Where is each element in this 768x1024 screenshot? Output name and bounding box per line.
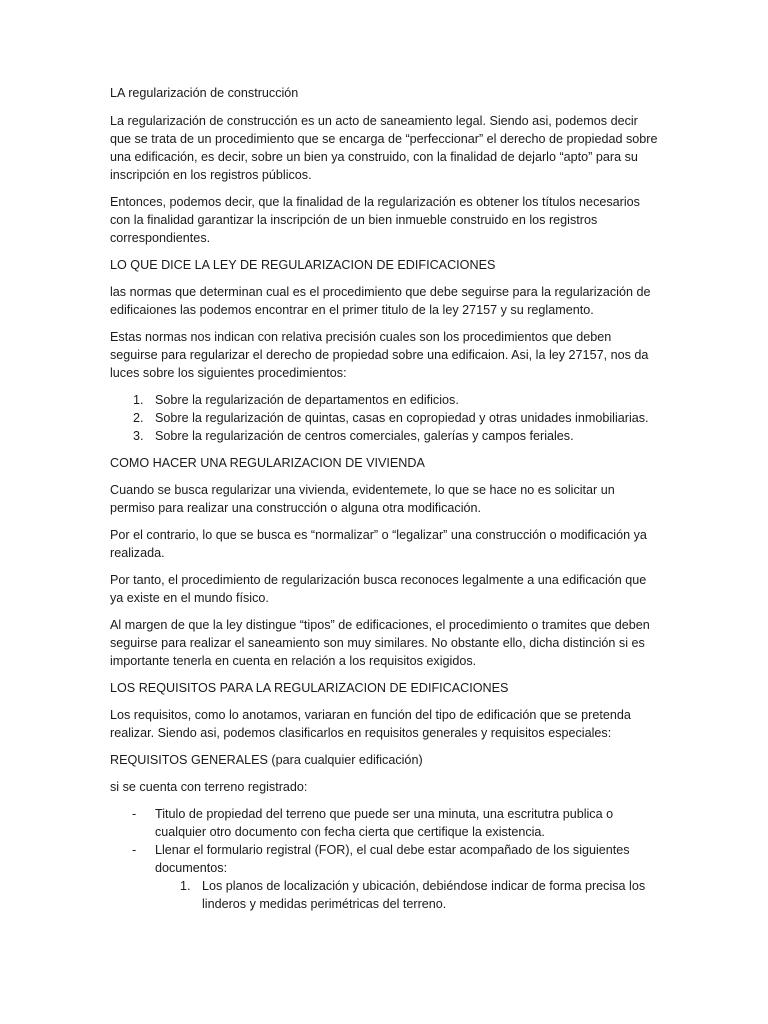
list-item	[110, 391, 662, 409]
list-item-text: Sobre la regularización de centros comerciales, galerías y campos feriales.	[155, 429, 574, 443]
document-title: LA regularización de construcción	[110, 86, 299, 100]
section-heading-requirements: LOS REQUISITOS PARA LA REGULARIZACION DE EDIFICACIONES	[110, 681, 509, 695]
list-item	[155, 877, 662, 913]
procedures-list	[110, 391, 662, 445]
paragraph-registered-land: si se cuenta con terreno registrado:	[110, 780, 308, 794]
list-item-text: Titulo de propiedad del terreno que puede ser una minuta, una escritutra publica o cualquier otro documento con fecha cierta que certifique la existencia.	[155, 807, 614, 839]
list-item-text: Sobre la regularización de departamentos en edificios.	[155, 393, 459, 407]
list-item-dash: -	[132, 843, 137, 857]
paragraph-norms: las normas que determinan cual es el procedimiento que debe seguirse para la regularización de edificaiones las podemos encontrar en el primer titulo de la ley 27157 y su reglamento.	[110, 285, 651, 317]
list-item-number: 2.	[133, 411, 144, 425]
list-item	[110, 805, 662, 841]
requirements-list	[110, 805, 662, 913]
paragraph-procedures: Estas normas nos indican con relativa precisión cuales son los procedimientos que deben seguirse para regularizar el derecho de propiedad sobre una edificaion. Asi, la ley 27157, nos da luces sobre los siguientes procedimientos:	[110, 330, 649, 380]
list-item	[110, 841, 662, 913]
paragraph-housing-1: Cuando se busca regularizar una vivienda, evidentemete, lo que se hace no es solicitar un permiso para realizar una construcción o alguna otra modificación.	[110, 483, 615, 515]
paragraph-requirements: Los requisitos, como lo anotamos, variaran en función del tipo de edificación que se pretenda realizar. Siendo asi, podemos clasificarlos en requisitos generales y requisitos especiales:	[110, 708, 631, 740]
documents-sublist	[155, 877, 662, 913]
list-item-number: 1.	[180, 879, 191, 893]
paragraph-housing-4: Al margen de que la ley distingue “tipos” de edificaciones, el procedimiento o tramites que deben seguirse para realizar el saneamiento son muy similares. No obstante ello, dicha distinción si es importante tenerla en cuenta en relación a los requisitos exigidos.	[110, 618, 650, 668]
section-heading-housing: COMO HACER UNA REGULARIZACION DE VIVIENDA	[110, 456, 425, 470]
list-item-text: Llenar el formulario registral (FOR), el cual debe estar acompañado de los siguientes documentos:	[155, 843, 630, 875]
section-heading-general-requirements: REQUISITOS GENERALES (para cualquier edificación)	[110, 753, 423, 767]
paragraph-housing-2: Por el contrario, lo que se busca es “normalizar” o “legalizar” una construcción o modificación ya realizada.	[110, 528, 647, 560]
section-heading-law: LO QUE DICE LA LEY DE REGULARIZACION DE EDIFICACIONES	[110, 258, 496, 272]
list-item	[110, 427, 662, 445]
paragraph-purpose: Entonces, podemos decir, que la finalidad de la regularización es obtener los títulos necesarios con la finalidad garantizar la inscripción de un bien inmueble construido en los registros correspondientes.	[110, 195, 640, 245]
paragraph-intro: La regularización de construcción es un acto de saneamiento legal. Siendo asi, podemos decir que se trata de un procedimiento que se encarga de “perfeccionar” el derecho de propiedad sobre una edificación, es decir, sobre un bien ya construido, con la finalidad de dejarlo “apto” para su inscripción en los registros públicos.	[110, 114, 658, 182]
list-item-number: 1.	[133, 393, 144, 407]
list-item-number: 3.	[133, 429, 144, 443]
list-item-text: Los planos de localización y ubicación, debiéndose indicar de forma precisa los linderos y medidas perimétricas del terreno.	[202, 879, 646, 911]
paragraph-housing-3: Por tanto, el procedimiento de regularización busca reconoces legalmente a una edificación que ya existe en el mundo físico.	[110, 573, 647, 605]
document-body	[110, 84, 662, 913]
list-item-text: Sobre la regularización de quintas, casas en copropiedad y otras unidades inmobiliarias.	[155, 411, 649, 425]
list-item-dash: -	[132, 807, 137, 821]
list-item	[110, 409, 662, 427]
